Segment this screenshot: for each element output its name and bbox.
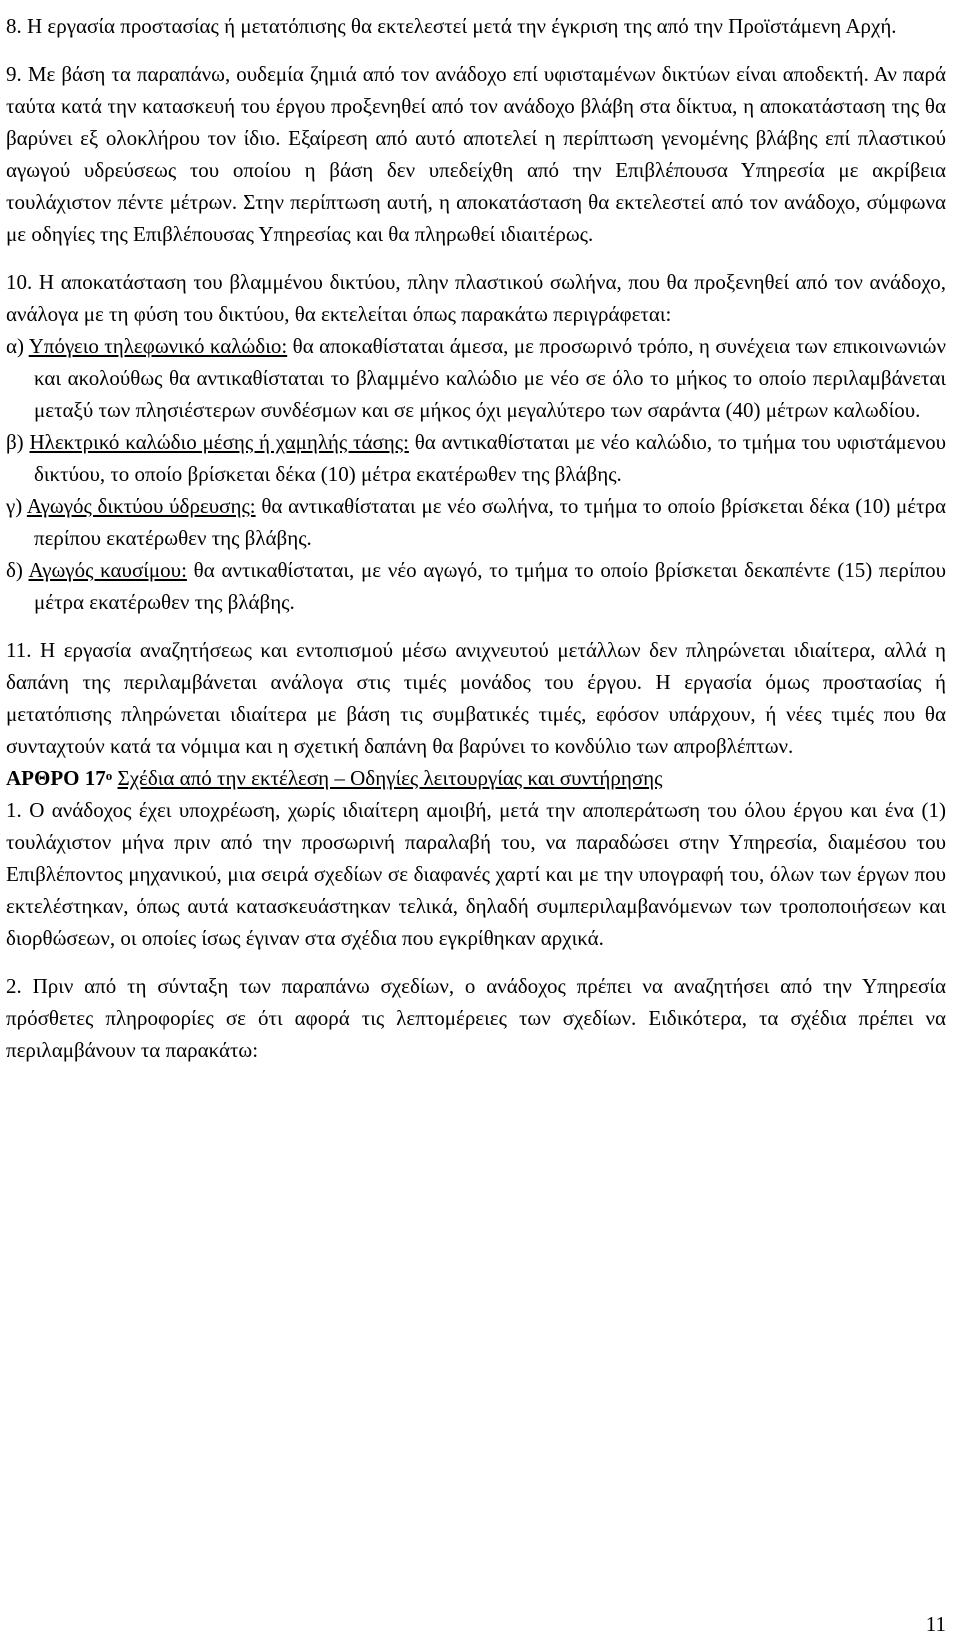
list-item-b [6,426,946,490]
article-paragraph-1: 1. Ο ανάδοχος έχει υποχρέωση, χωρίς ιδιαίτερη αμοιβή, μετά την αποπεράτωση του όλου έργου και ένα (1) τουλάχιστον μήνα πριν από την προσωρινή παραλαβή του, να παραδώσει στην Υπηρεσία, διαμέσου του Επιβλέποντος μηχανικού, μια σειρά σχεδίων σε διαφανές χαρτί και με την υπογραφή του, όλων των έργων που εκτελέστηκαν, όπως αυτά κατασκευάστηκαν τελικά, δηλαδή συμπεριλαμβανόμενων των τροποποιήσεων και διορθώσεων, οι οποίες ίσως έγιναν στα σχέδια που εγκρίθηκαν αρχικά. [6,798,946,950]
list-item-d [6,554,946,618]
paragraph-9: 9. Με βάση τα παραπάνω, ουδεμία ζημιά από τον ανάδοχο επί υφισταμένων δικτύων είναι αποδεκτή. Αν παρά ταύτα κατά την κατασκευή του έργου προξενηθεί από τον ανάδοχο βλάβη στα δίκτυα, η αποκατάσταση της θα βαρύνει εξ ολοκλήρου τον ίδιο. Εξαίρεση από αυτό αποτελεί η περίπτωση γενομένης βλάβης επί πλαστικού αγωγού υδρεύσεως του οποίου η βάση δεν υπεδείχθη από την Επιβλέπουσα Υπηρεσία με ακρίβεια τουλάχιστον πέντε μέτρων. Στην περίπτωση αυτή, η αποκατάσταση θα εκτελεστεί από τον ανάδοχο, σύμφωνα με οδηγίες της Επιβλέπουσας Υπηρεσίας και θα πληρωθεί ιδιαιτέρως. [6,62,946,246]
list-item-a [6,330,946,426]
page-number: 11 [925,1612,946,1636]
list-item-label: Αγωγός καυσίμου: [28,558,187,582]
article-ordinal: ο [105,768,113,783]
list-item-label: Αγωγός δικτύου ύδρευσης: [26,494,256,518]
damage-repair-list [6,330,946,618]
list-item-prefix: δ) [6,558,29,582]
list-item-label: Υπόγειο τηλεφωνικό καλώδιο: [28,334,288,358]
list-item-prefix: α) [6,334,29,358]
list-item-text: θα αποκαθίσταται άμεσα, με προσωρινό τρόπο, η συνέχεια των επικοινωνιών και ακολούθως θα αντικαθίσταται το βλαμμένο καλώδιο με νέο σε όλο το μήκος το οποίο περιλαμβάνεται μεταξύ των πλησιέστερων συνδέσμων και σε μήκος όχι μεγαλύτερο των σαράντα (40) μέτρων καλωδίου. [34,334,946,422]
list-item-text: θα αντικαθίσταται, με νέο αγωγό, το τμήμα το οποίο βρίσκεται δεκαπέντε (15) περίπου μέτρα εκατέρωθεν της βλάβης. [34,558,946,614]
list-item-text: θα αντικαθίσταται με νέο σωλήνα, το τμήμα το οποίο βρίσκεται δέκα (10) μέτρα περίπου εκατέρωθεν της βλάβης. [34,494,946,550]
list-item-prefix: γ) [6,494,27,518]
article-title: Σχέδια από την εκτέλεση – Οδηγίες λειτουργίας και συντήρησης [117,766,663,790]
article-heading [6,762,946,794]
paragraph-10: 10. Η αποκατάσταση του βλαμμένου δικτύου, πλην πλαστικού σωλήνα, που θα προξενηθεί από τον ανάδοχο, ανάλογα με τη φύση του δικτύου, θα εκτελείται όπως παρακάτω περιγράφεται: [6,270,946,326]
article-paragraph-2: 2. Πριν από τη σύνταξη των παραπάνω σχεδίων, ο ανάδοχος πρέπει να αναζητήσει από την Υπηρεσία πρόσθετες πληροφορίες σε ότι αφορά τις λεπτομέρειες των σχεδίων. Ειδικότερα, τα σχέδια πρέπει να περιλαμβάνουν τα παρακάτω: [6,974,946,1062]
paragraph-8: 8. Η εργασία προστασίας ή μετατόπισης θα εκτελεστεί μετά την έγκριση της από την Προϊστάμενη Αρχή. [6,14,897,38]
list-item-c [6,490,946,554]
list-item-text: θα αντικαθίσταται με νέο καλώδιο, το τμήμα του υφιστάμενου δικτύου, το οποίο βρίσκεται δέκα (10) μέτρα εκατέρωθεν της βλάβης. [34,430,946,486]
list-item-label: Ηλεκτρικό καλώδιο μέσης ή χαμηλής τάσης: [29,430,409,454]
article-label: ΑΡΘΡΟ 17 [6,766,106,790]
paragraph-11: 11. Η εργασία αναζητήσεως και εντοπισμού μέσω ανιχνευτού μετάλλων δεν πληρώνεται ιδιαίτερα, αλλά η δαπάνη της περιλαμβάνεται ανάλογα στις τιμές μονάδος του έργου. Η εργασία όμως προστασίας ή μετατόπισης πληρώνεται ιδιαίτερα με βάση τις συμβατικές τιμές, εφόσον υπάρχουν, ή νέες τιμές που θα συνταχτούν κατά τα νόμιμα και η σχετική δαπάνη θα βαρύνει το κονδύλιο των απροβλέπτων. [6,638,946,758]
list-item-prefix: β) [6,430,30,454]
